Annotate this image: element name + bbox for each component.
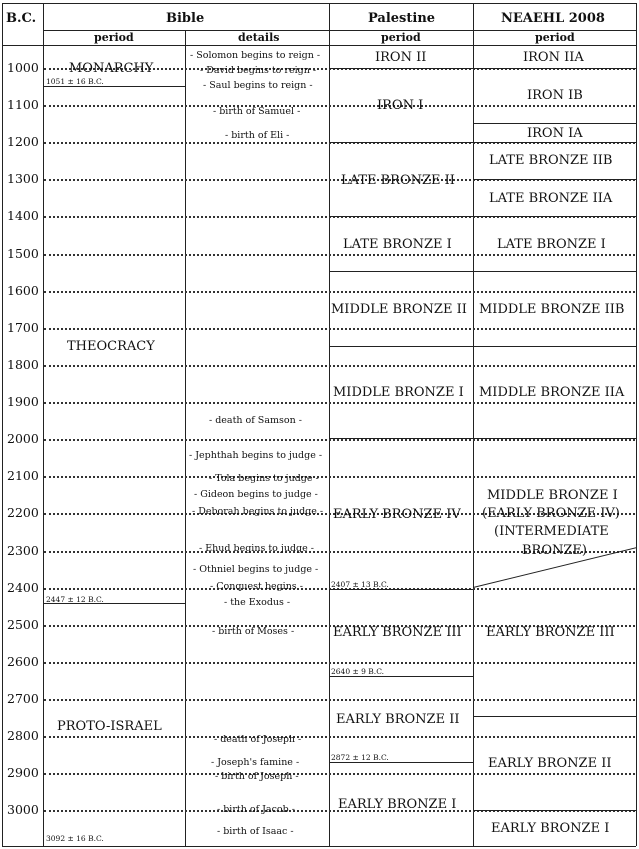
col-divider-bc: [43, 3, 44, 846]
century-gridline: [44, 736, 635, 738]
subheader-palestine-period: period: [381, 31, 421, 44]
bottom-border: [2, 846, 636, 847]
neaehl-boundary-eb3-eb2: [473, 716, 636, 717]
header-bible: Bible: [166, 11, 205, 26]
top-border: [2, 3, 636, 4]
detail-eli: - birth of Eli -: [225, 130, 290, 141]
col-divider-bible-inner: [185, 30, 186, 846]
detail-jacob: - birth of Jacob -: [217, 804, 295, 815]
detail-deborah: - Deborah begins to judge -: [192, 506, 324, 517]
detail-famine: - Joseph's famine -: [211, 757, 300, 768]
year-label: 2700: [7, 691, 39, 706]
bible-date-3092: 3092 ± 16 B.C.: [46, 834, 104, 843]
palestine-boundary-lb2-lb1: [329, 216, 473, 217]
year-label: 1500: [7, 246, 39, 261]
detail-conquest: - Conquest begins -: [210, 581, 303, 592]
year-label: 2100: [7, 468, 39, 483]
neaehl-period-mb2a: MIDDLE BRONZE IIA: [479, 385, 625, 400]
palestine-period-mb1: MIDDLE BRONZE I: [333, 385, 464, 400]
year-label: 1600: [7, 283, 39, 298]
bible-period-monarchy: MONARCHY: [69, 61, 154, 76]
subheader-bible-details: details: [238, 31, 280, 44]
neaehl-period-mb1-line4: BRONZE): [522, 543, 587, 558]
detail-joseph-birth: - birth of Joseph -: [215, 771, 299, 782]
neaehl-boundary-iron1b-iron1a: [473, 123, 636, 124]
detail-solomon: - Solomon begins to reign -: [190, 50, 321, 61]
neaehl-period-lb2b: LATE BRONZE IIB: [489, 153, 613, 168]
detail-ehud: - Ehud begins to judge -: [199, 543, 314, 554]
year-label: 1000: [7, 60, 39, 75]
year-label: 2500: [7, 617, 39, 632]
palestine-period-lb1: LATE BRONZE I: [343, 237, 452, 252]
neaehl-period-iron2a: IRON IIA: [523, 50, 584, 65]
header-palestine: Palestine: [368, 11, 436, 26]
year-label: 1200: [7, 134, 39, 149]
year-label: 2600: [7, 654, 39, 669]
neaehl-period-eb3: EARLY BRONZE III: [486, 625, 615, 640]
detail-gideon: - Gideon begins to judge -: [194, 489, 318, 500]
detail-saul: - Saul begins to reign -: [203, 80, 313, 91]
palestine-boundary-mb1-eb4: [329, 438, 473, 439]
century-gridline: [44, 439, 635, 441]
neaehl-boundary-iron2a-iron1b: [473, 68, 636, 69]
palestine-boundary-eb3-eb2: [329, 676, 473, 677]
neaehl-boundary-iron1a-lb2b: [473, 142, 636, 143]
palestine-period-eb4: EARLY BRONZE IV: [333, 507, 461, 522]
bible-period-theocracy: THEOCRACY: [67, 339, 155, 354]
century-gridline: [44, 773, 635, 775]
palestine-boundary-eb2-eb1: [329, 762, 473, 763]
century-gridline: [44, 291, 635, 293]
palestine-boundary-eb4-eb3: [329, 589, 473, 590]
col-divider-neaehl: [473, 3, 474, 846]
neaehl-boundary-eb2-eb1: [473, 810, 636, 811]
palestine-period-eb2: EARLY BRONZE II: [336, 712, 460, 727]
subheader-neaehl-period: period: [535, 31, 575, 44]
detail-exodus: - the Exodus -: [224, 597, 291, 608]
year-label: 2900: [7, 765, 39, 780]
neaehl-boundary-mb2a-mb1: [473, 438, 636, 439]
right-border: [636, 3, 637, 846]
palestine-period-eb1: EARLY BRONZE I: [338, 797, 457, 812]
left-border: [2, 3, 3, 846]
palestine-boundary-iron2-iron1: [329, 68, 473, 69]
neaehl-boundary-lb2a-lb1: [473, 216, 636, 217]
year-label: 2800: [7, 728, 39, 743]
header-bc: B.C.: [6, 11, 37, 26]
year-label: 2000: [7, 431, 39, 446]
palestine-boundary-lb1-mb2: [329, 271, 473, 272]
bible-date-1051: 1051 ± 16 B.C.: [46, 77, 104, 86]
palestine-boundary-iron1-lb2: [329, 142, 473, 143]
year-label: 1900: [7, 394, 39, 409]
detail-joseph-death: - death of Joseph -: [214, 734, 302, 745]
neaehl-boundary-lb2b-lb2a: [473, 179, 636, 180]
palestine-period-mb2: MIDDLE BRONZE II: [331, 302, 467, 317]
century-gridline: [44, 402, 635, 404]
subheader-divider: [2, 45, 636, 46]
year-label: 1400: [7, 208, 39, 223]
neaehl-period-iron1b: IRON IB: [527, 88, 583, 103]
palestine-period-lb2: LATE BRONZE II: [341, 173, 455, 188]
neaehl-period-mb1-line1: MIDDLE BRONZE I: [487, 488, 618, 503]
bible-period-proto-israel: PROTO-ISRAEL: [57, 719, 162, 734]
detail-isaac: - birth of Isaac -: [217, 826, 294, 837]
neaehl-boundary-mb2b-mb2a: [473, 346, 636, 347]
palestine-date-2640: 2640 ± 9 B.C.: [331, 667, 385, 676]
neaehl-period-iron1a: IRON IA: [527, 126, 583, 141]
century-gridline: [44, 105, 635, 107]
neaehl-period-mb2b: MIDDLE BRONZE IIB: [479, 302, 625, 317]
detail-samson: - death of Samson -: [209, 415, 302, 426]
col-divider-palestine: [329, 3, 330, 846]
year-label: 2300: [7, 543, 39, 558]
detail-samuel: - birth of Samuel -: [213, 106, 301, 117]
palestine-period-eb3: EARLY BRONZE III: [333, 625, 462, 640]
bible-boundary-1051: [43, 86, 185, 87]
century-gridline: [44, 699, 635, 701]
palestine-date-2872: 2872 ± 12 B.C.: [331, 753, 389, 762]
palestine-boundary-mb2-mb1: [329, 346, 473, 347]
header-divider: [43, 30, 636, 31]
neaehl-period-eb1: EARLY BRONZE I: [491, 821, 610, 836]
century-gridline: [44, 254, 635, 256]
century-gridline: [44, 365, 635, 367]
neaehl-period-mb1-line2: (EARLY BRONZE IV): [482, 506, 620, 521]
detail-jephthah: - Jephthah begins to judge -: [189, 450, 323, 461]
century-gridline: [44, 476, 635, 478]
year-label: 2200: [7, 505, 39, 520]
neaehl-period-eb2: EARLY BRONZE II: [488, 756, 612, 771]
century-gridline: [44, 328, 635, 330]
detail-tola: - Tola begins to judge -: [209, 473, 319, 484]
header-neaehl: NEAEHL 2008: [501, 11, 605, 26]
year-label: 1300: [7, 171, 39, 186]
detail-moses: - birth of Moses -: [212, 626, 295, 637]
neaehl-boundary-lb1-mb2b: [473, 271, 636, 272]
neaehl-period-mb1-line3: (INTERMEDIATE: [494, 524, 609, 539]
year-label: 3000: [7, 802, 39, 817]
neaehl-period-lb1: LATE BRONZE I: [497, 237, 606, 252]
subheader-bible-period: period: [94, 31, 134, 44]
bible-date-2447: 2447 ± 12 B.C.: [46, 595, 104, 604]
palestine-period-iron2: IRON II: [375, 50, 427, 65]
detail-othniel: - Othniel begins to judge -: [193, 564, 319, 575]
year-label: 1700: [7, 320, 39, 335]
palestine-date-2407: 2407 ± 13 B.C.: [331, 580, 389, 589]
palestine-period-iron1: IRON I: [377, 98, 424, 113]
neaehl-period-lb2a: LATE BRONZE IIA: [489, 191, 613, 206]
century-gridline: [44, 662, 635, 664]
year-label: 2400: [7, 580, 39, 595]
detail-david: - David begins to reign -: [200, 65, 317, 76]
year-label: 1100: [7, 97, 39, 112]
year-label: 1800: [7, 357, 39, 372]
